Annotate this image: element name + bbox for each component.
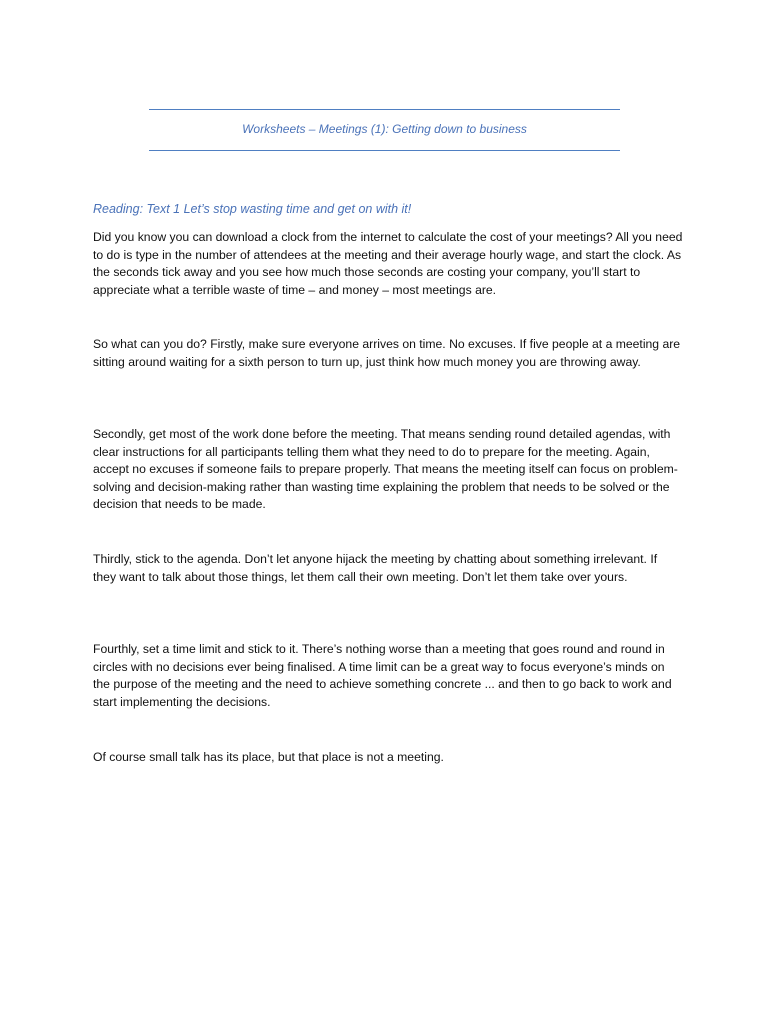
header-bottom-rule <box>149 150 620 151</box>
header-top-rule <box>149 109 620 110</box>
reading-heading: Reading: Text 1 Let’s stop wasting time and get on with it! <box>93 202 412 216</box>
worksheet-title: Worksheets – Meetings (1): Getting down to business <box>242 122 527 136</box>
paragraph-secondly: Secondly, get most of the work done before the meeting. That means sending round detailed agendas, with clear instructions for all participants telling them what they need to do to prepare for the meeting. Again, accept no excuses if someone fails to prepare properly. That means the meeting itself can focus on problem-solving and decision-making rather than wasting time explaining the problem that needs to be solved or the decision that needs to be made. <box>93 427 678 512</box>
paragraph-conclusion: Of course small talk has its place, but that place is not a meeting. <box>93 750 444 764</box>
paragraph-fourthly: Fourthly, set a time limit and stick to it. There’s nothing worse than a meeting that goes round and round in circles with no decisions ever being finalised. A time limit can be a great way to focus everyone’s minds on the purpose of the meeting and the need to achieve something concrete ... and then to go back to work and start implementing the decisions. <box>93 642 672 709</box>
paragraph-firstly: So what can you do? Firstly, make sure everyone arrives on time. No excuses. If five people at a meeting are sitting around waiting for a sixth person to turn up, just think how much money you are throwing away. <box>93 337 681 369</box>
paragraph-intro: Did you know you can download a clock from the internet to calculate the cost of your meetings? All you need to do is type in the number of attendees at the meeting and their average hourly wage, and start the clock. As the seconds tick away and you see how much those seconds are costing your company, you’ll start to appreciate what a terrible waste of time – and money – most meetings are. <box>93 230 683 297</box>
paragraph-thirdly: Thirdly, stick to the agenda. Don’t let anyone hijack the meeting by chatting about something irrelevant. If they want to talk about those things, let them call their own meeting. Don’t let them take over yours. <box>93 552 658 584</box>
